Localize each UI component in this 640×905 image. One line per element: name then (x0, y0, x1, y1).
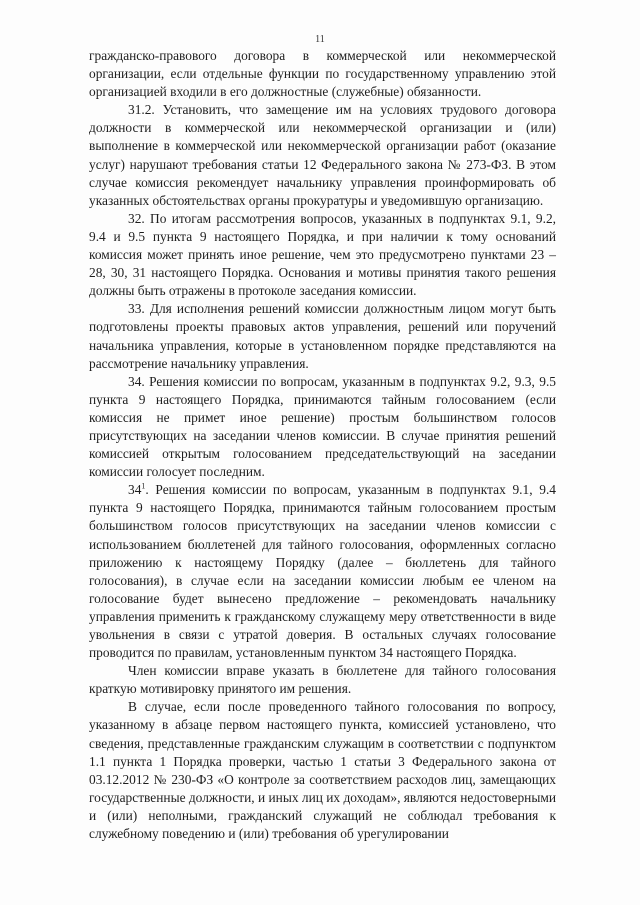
paragraph-34-1-text: . Решения комиссии по вопросам, указанным в подпунктах 9.1, 9.4 пункта 9 настоящего Порядка, принимаются тайным голосованием простым большинством голосов присутствующих на заседании членов комиссии с использованием бюллетеней для тайного голосования, оформленных согласно приложению к настоящему Порядку (далее – бюллетень для тайного голосования), в случае если на заседании комиссии любым ее членом на голосование будет вынесено предложение – рекомендовать начальнику управления применить к гражданскому служащему меру ответственности в виде увольнения в связи с утратой доверия. В остальных случаях голосование проводится по правилам, установленным пунктом 34 настоящего Порядка. (89, 482, 556, 661)
paragraph-32: 32. По итогам рассмотрения вопросов, указанных в подпунктах 9.1, 9.2, 9.4 и 9.5 пункта 9 настоящего Порядка, и при наличии к тому оснований комиссия может принять иное решение, чем это предусмотрено пунктами 23 – 28, 30, 31 настоящего Порядка. Основания и мотивы принятия такого решения должны быть отражены в протоколе заседания комиссии. (89, 210, 556, 299)
paragraph-continuation: гражданско-правового договора в коммерческой или некоммерческой организации, если отдельные функции по государственному управлению этой организацией входили в его должностные (служебные) обязанности. (89, 48, 556, 100)
paragraph-34-1 (89, 481, 556, 662)
paragraph-33: 33. Для исполнения решений комиссии должностным лицом могут быть подготовлены проекты правовых актов управления, решений или поручений начальника управления, которые в установленном порядке представляются на рассмотрение начальнику управления. (89, 301, 556, 371)
paragraph-secret-vote-case: В случае, если после проведенного тайного голосования по вопросу, указанному в абзаце первом настоящего пункта, комиссией установлено, что сведения, представленные гражданским служащим в соответствии с подпунктом 1.1 пункта 1 Порядка проверки, частью 1 статьи 3 Федерального закона от 03.12.2012 № 230-ФЗ «О контроле за соответствием расходов лиц, замещающих государственные должности, и иных лиц их доходам», являются недостоверными и (или) неполными, гражданский служащий не соблюдал требования к служебному поведению и (или) требования об урегулировании (89, 699, 556, 842)
paragraph-34-1-superscript: 1 (141, 481, 146, 491)
paragraph-34: 34. Решения комиссии по вопросам, указанным в подпунктах 9.2, 9.3, 9.5 пункта 9 настоящего Порядка, принимаются тайным голосованием (если комиссия не примет иное решение) простым большинством голосов присутствующих на заседании членов комиссии. В случае принятия решений комиссией открытым голосованием председательствующий на заседании комиссии голосует последним. (89, 373, 556, 480)
paragraph-31-2: 31.2. Установить, что замещение им на условиях трудового договора должности в коммерческой или некоммерческой организации и (или) выполнение в коммерческой или некоммерческой организации работ (оказание услуг) нарушают требования статьи 12 Федерального закона № 273-ФЗ. В этом случае комиссия рекомендует начальнику управления проинформировать об указанных обстоятельствах органы прокуратуры и уведомившую организацию. (89, 102, 556, 208)
document-body (89, 47, 556, 843)
paragraph-member-right: Член комиссии вправе указать в бюллетене для тайного голосования краткую мотивировку принятого им решения. (89, 663, 556, 697)
page-number: 11 (315, 34, 325, 45)
paragraph-34-1-number: 34 (128, 482, 142, 498)
